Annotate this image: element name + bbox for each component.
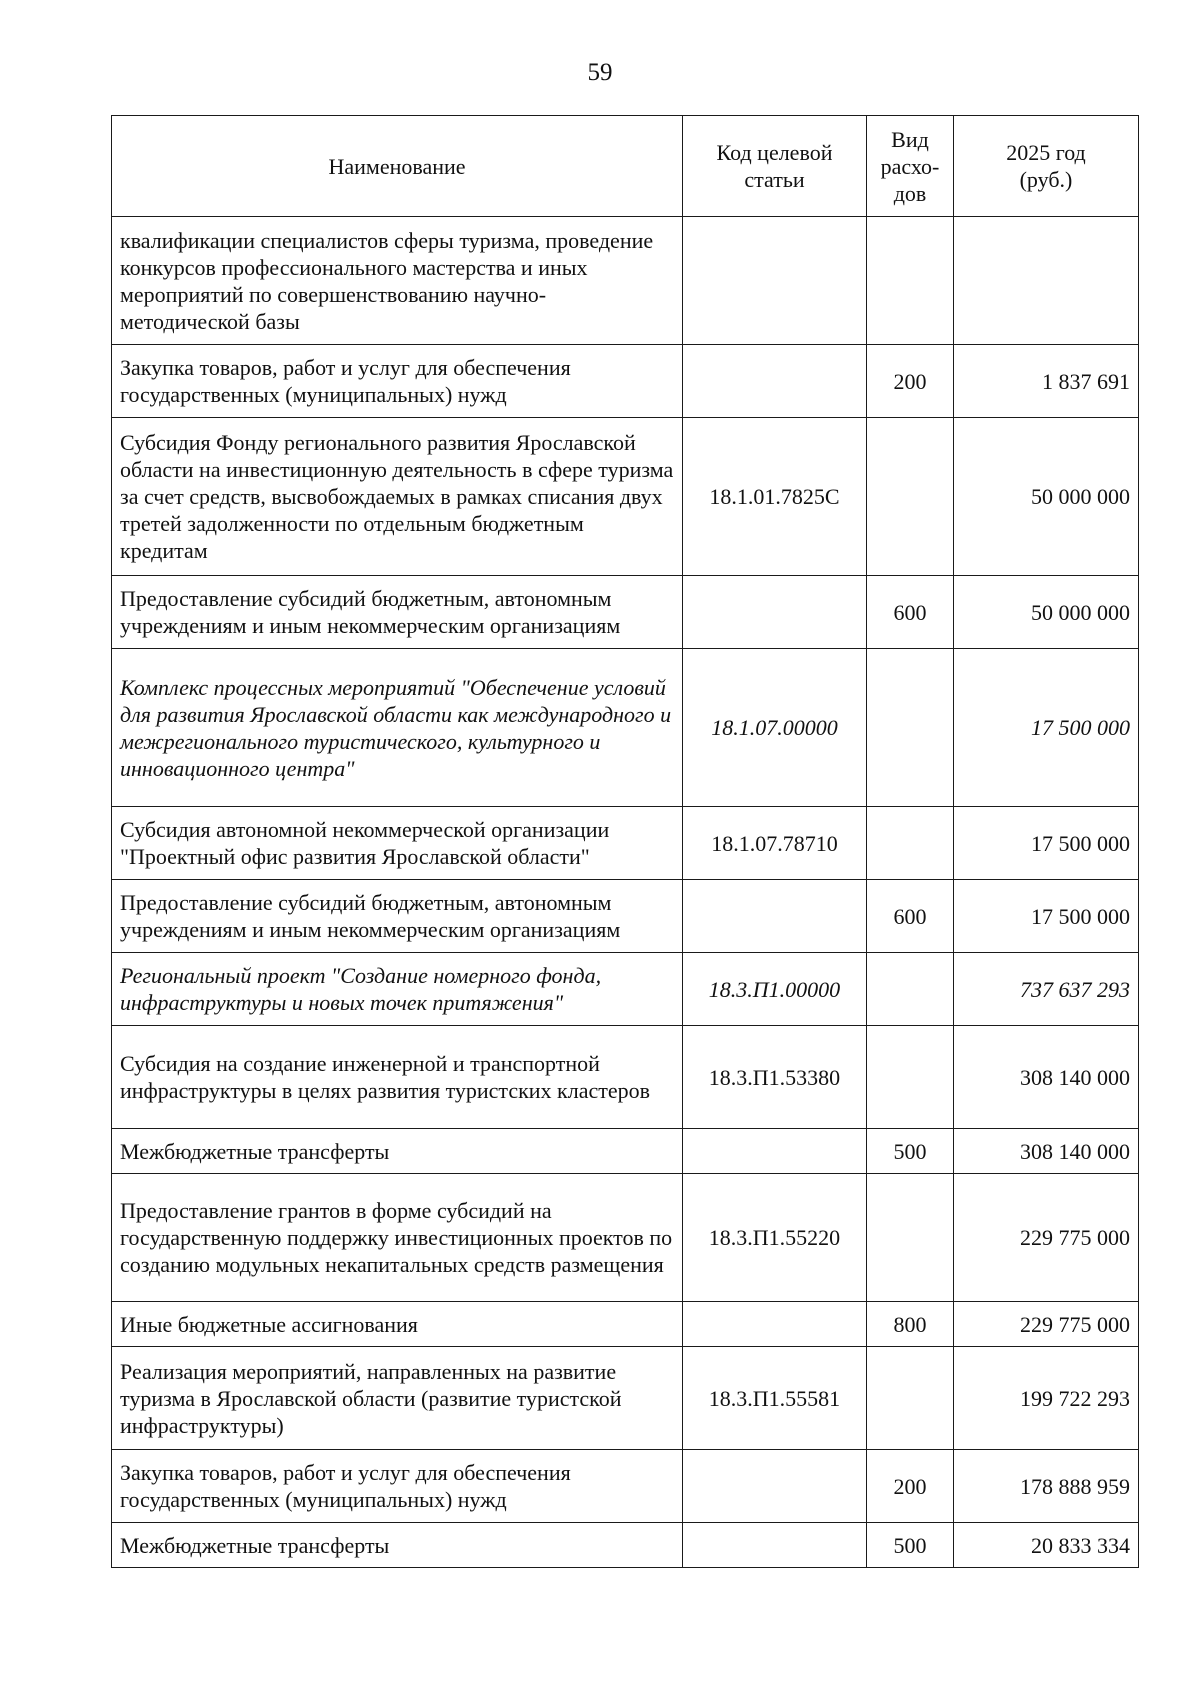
row-name: квалификации специалистов сферы туризма, проведение конкурсов профессионального мастерства и иных мероприятий по совершенствованию научно-методической базы [112,217,683,345]
page-number: 59 [587,59,613,86]
row-kind [867,807,954,880]
row-code [683,576,867,649]
table-row [112,1174,1139,1302]
row-kind [867,1174,954,1302]
row-amount [954,217,1139,345]
table-header-row [112,116,1139,217]
row-code [683,217,867,345]
row-kind [867,418,954,576]
row-amount: 199 722 293 [954,1347,1139,1450]
table-row [112,649,1139,807]
row-name: Иные бюджетные ассигнования [112,1302,683,1347]
row-amount: 17 500 000 [954,649,1139,807]
table-row [112,1347,1139,1450]
row-kind: 500 [867,1523,954,1568]
row-code: 18.1.07.00000 [683,649,867,807]
row-name: Предоставление субсидий бюджетным, автономным учреждениям и иным некоммерческим организациям [112,880,683,953]
row-name: Межбюджетные трансферты [112,1129,683,1174]
row-kind: 600 [867,880,954,953]
row-kind [867,953,954,1026]
row-code: 18.3.П1.53380 [683,1026,867,1129]
row-amount: 308 140 000 [954,1129,1139,1174]
row-name: Предоставление грантов в форме субсидий на государственную поддержку инвестиционных проектов по созданию модульных некапитальных средств размещения [112,1174,683,1302]
row-amount: 20 833 334 [954,1523,1139,1568]
row-name: Субсидия на создание инженерной и транспортной инфраструктуры в целях развития туристских кластеров [112,1026,683,1129]
row-code [683,880,867,953]
budget-table [111,115,1139,1568]
row-kind: 600 [867,576,954,649]
row-kind: 500 [867,1129,954,1174]
row-amount: 229 775 000 [954,1174,1139,1302]
row-name: Закупка товаров, работ и услуг для обеспечения государственных (муниципальных) нужд [112,1450,683,1523]
row-amount: 308 140 000 [954,1026,1139,1129]
row-amount: 17 500 000 [954,807,1139,880]
row-amount: 737 637 293 [954,953,1139,1026]
table-row [112,217,1139,345]
row-code: 18.1.07.78710 [683,807,867,880]
header-name: Наименование [112,116,683,217]
row-code: 18.3.П1.55220 [683,1174,867,1302]
table-row [112,1026,1139,1129]
row-code: 18.3.П1.00000 [683,953,867,1026]
row-name: Субсидия Фонду регионального развития Ярославской области на инвестиционную деятельность в сфере туризма за счет средств, высвобождаемых в рамках списания двух третей задолженности по отдельным бюджетным кредитам [112,418,683,576]
table-row [112,576,1139,649]
header-code: Код целевой статьи [683,116,867,217]
row-code [683,1523,867,1568]
row-name: Межбюджетные трансферты [112,1523,683,1568]
table-row [112,807,1139,880]
row-amount: 17 500 000 [954,880,1139,953]
row-amount: 229 775 000 [954,1302,1139,1347]
row-name: Предоставление субсидий бюджетным, автономным учреждениям и иным некоммерческим организациям [112,576,683,649]
header-kind: Вид расхо- дов [867,116,954,217]
table-row [112,1523,1139,1568]
table-row [112,345,1139,418]
row-amount: 1 837 691 [954,345,1139,418]
table-row [112,1129,1139,1174]
row-kind: 800 [867,1302,954,1347]
row-kind [867,1026,954,1129]
row-code [683,1302,867,1347]
row-name: Закупка товаров, работ и услуг для обеспечения государственных (муниципальных) нужд [112,345,683,418]
row-amount: 50 000 000 [954,418,1139,576]
row-name: Региональный проект "Создание номерного фонда, инфраструктуры и новых точек притяжения" [112,953,683,1026]
row-kind [867,217,954,345]
table-row [112,880,1139,953]
row-kind: 200 [867,345,954,418]
header-amount: 2025 год (руб.) [954,116,1139,217]
table-row [112,1450,1139,1523]
row-kind: 200 [867,1450,954,1523]
row-name: Субсидия автономной некоммерческой организации "Проектный офис развития Ярославской области" [112,807,683,880]
row-code [683,345,867,418]
row-name: Реализация мероприятий, направленных на развитие туризма в Ярославской области (развитие туристской инфраструктуры) [112,1347,683,1450]
row-name: Комплекс процессных мероприятий "Обеспечение условий для развития Ярославской области как международного и межрегионального туристического, культурного и инновационного центра" [112,649,683,807]
table-row [112,953,1139,1026]
row-code [683,1129,867,1174]
row-kind [867,649,954,807]
row-amount: 178 888 959 [954,1450,1139,1523]
row-code: 18.1.01.7825С [683,418,867,576]
row-kind [867,1347,954,1450]
table-row [112,1302,1139,1347]
row-code: 18.3.П1.55581 [683,1347,867,1450]
table-row [112,418,1139,576]
row-code [683,1450,867,1523]
row-amount: 50 000 000 [954,576,1139,649]
